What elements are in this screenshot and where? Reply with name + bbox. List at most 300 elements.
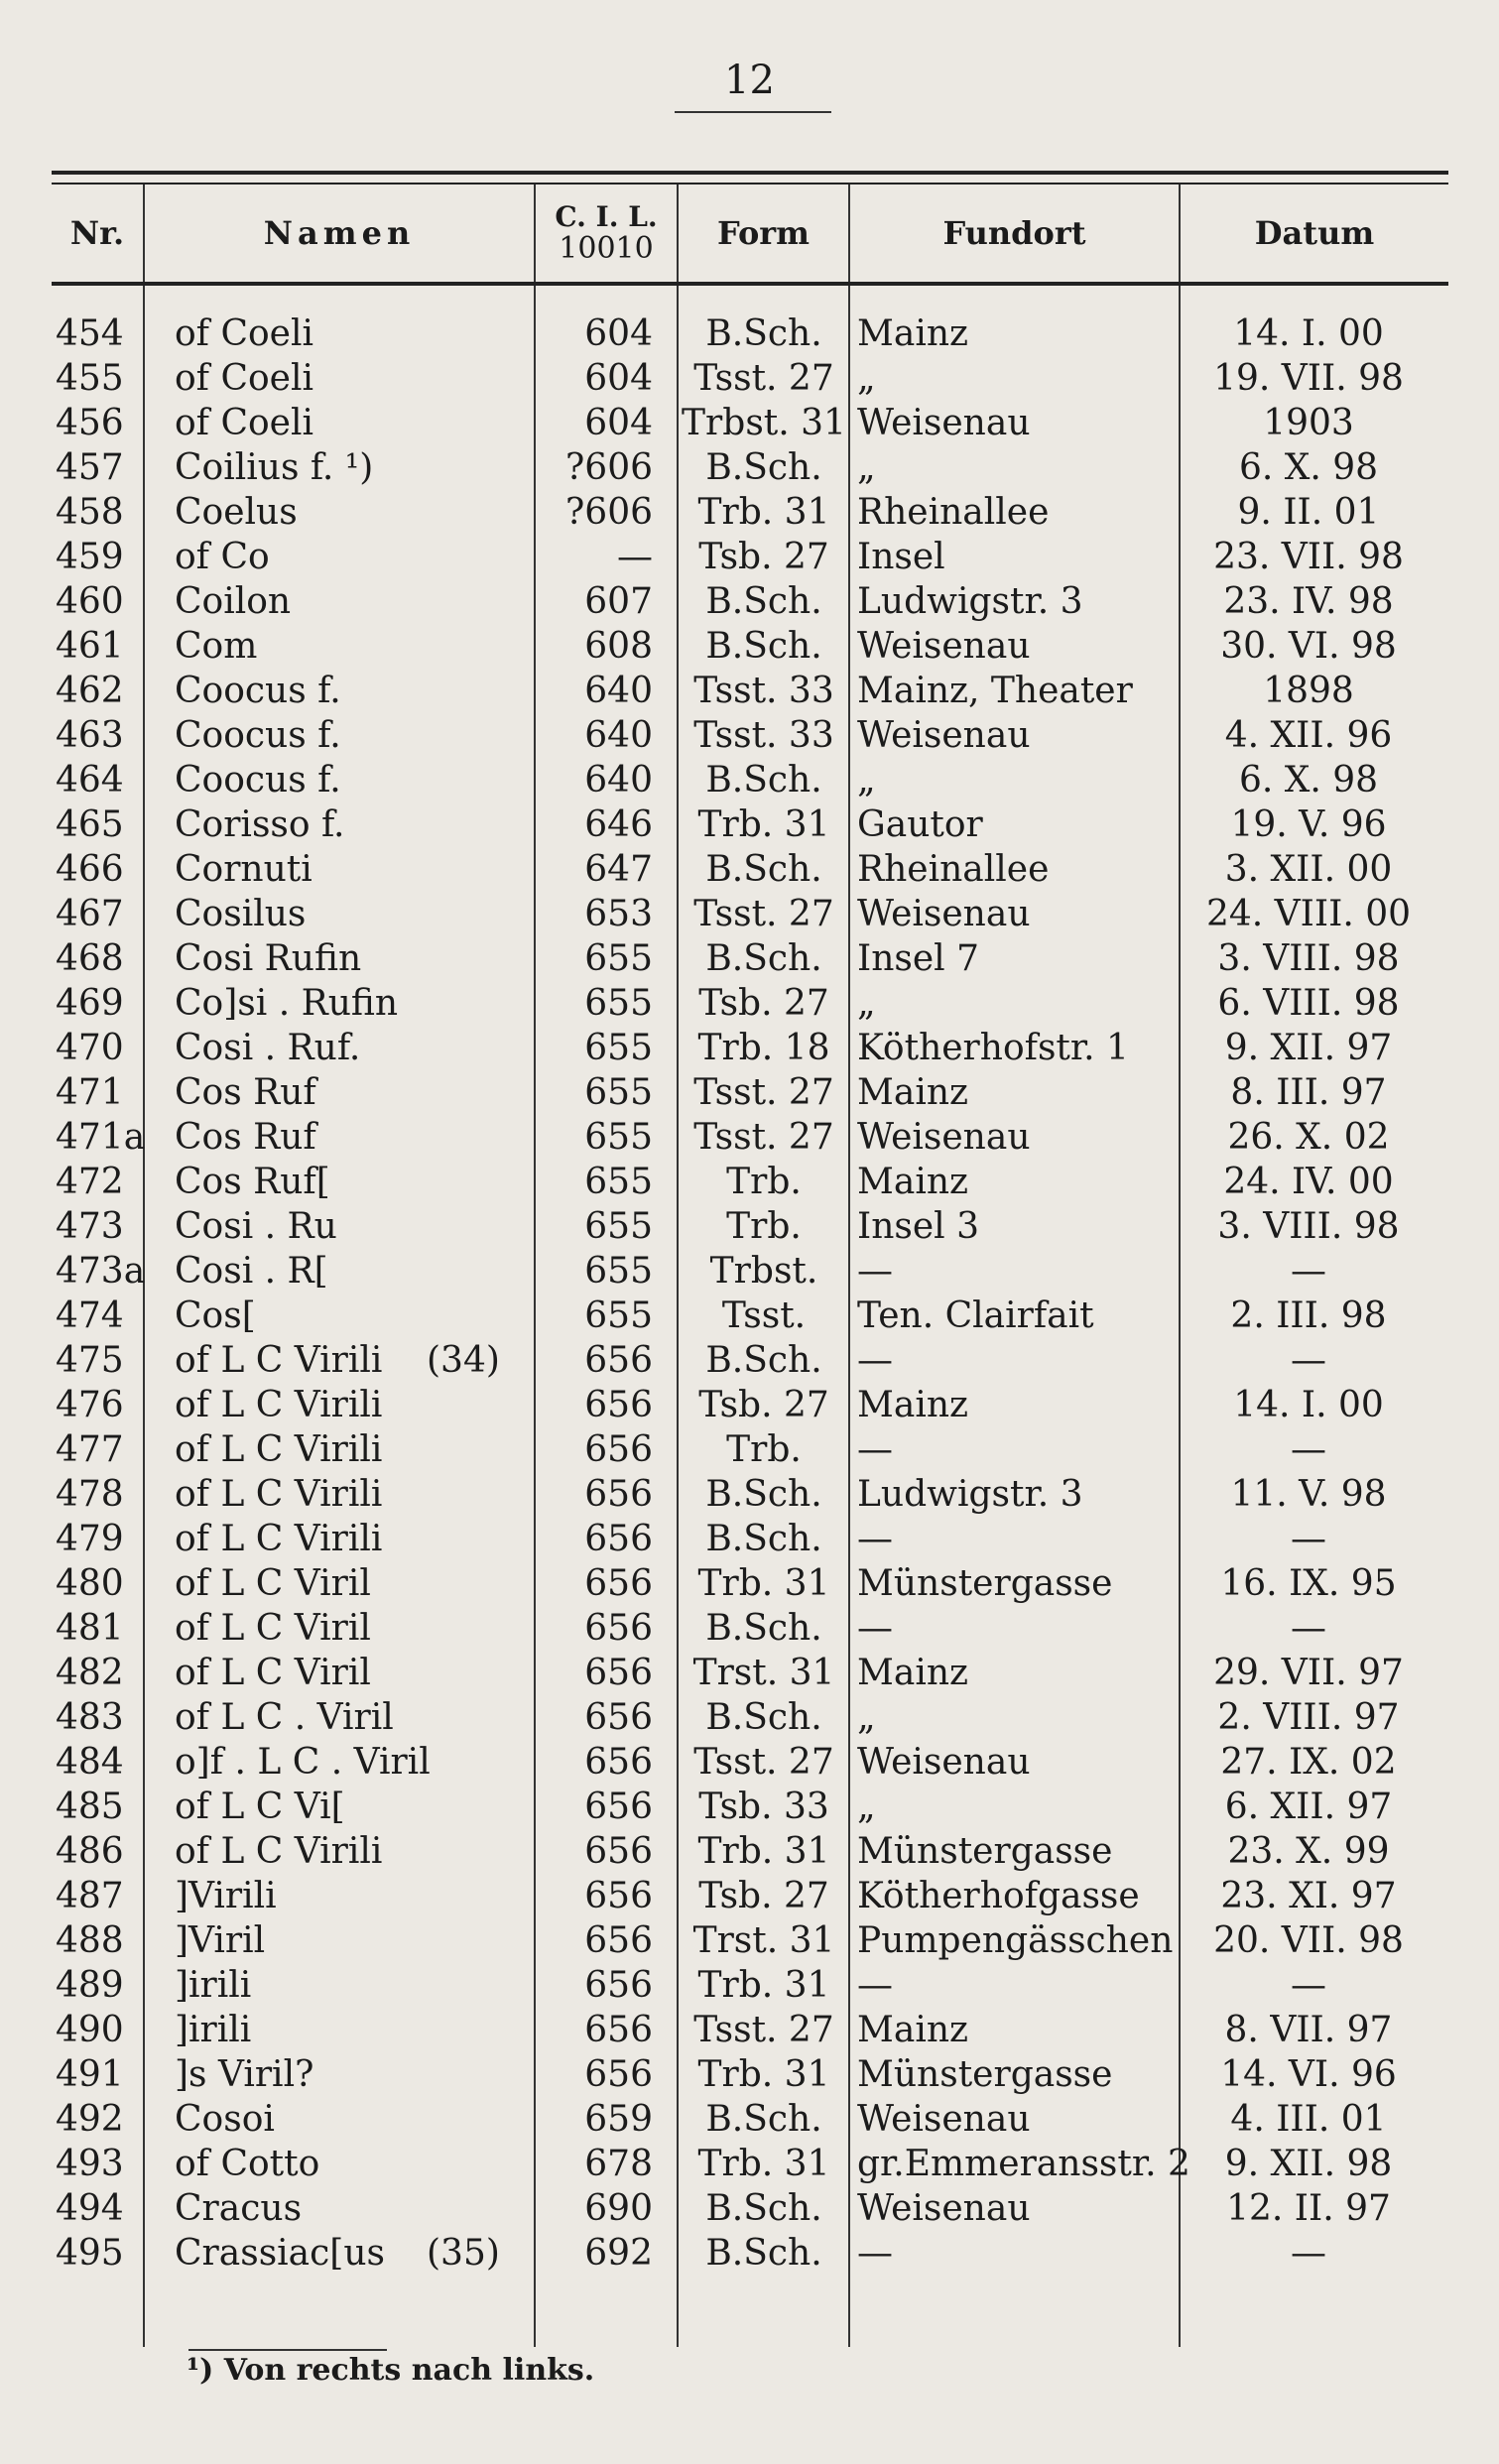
cell-form: Trb. 18 xyxy=(697,1028,830,1068)
cell-form: Trbst. xyxy=(709,1251,818,1292)
table-row xyxy=(0,1785,1499,1829)
cell-fundort: Ten. Clairfait xyxy=(857,1295,1094,1336)
cell-fundort: Weisenau xyxy=(857,2099,1031,2140)
cell-datum: 4. XII. 96 xyxy=(1224,715,1393,756)
cell-nr: 484 xyxy=(56,1742,124,1783)
cell-fundort: — xyxy=(857,1251,893,1292)
cell-name: of L C Virili xyxy=(175,1474,383,1515)
header-namen: Namen xyxy=(263,214,416,252)
cell-nr: 489 xyxy=(56,1965,124,2006)
cell-nr: 470 xyxy=(56,1028,124,1068)
cell-name: of L C Viril xyxy=(175,1608,371,1649)
cell-datum: 3. XII. 00 xyxy=(1224,849,1393,890)
cell-fundort: — xyxy=(857,2233,893,2274)
cell-cil: 656 xyxy=(584,1831,653,1872)
table-row xyxy=(0,1651,1499,1695)
cell-name: of L C Viril xyxy=(175,1563,371,1604)
cell-form: Tsb. 33 xyxy=(698,1786,829,1827)
table-row xyxy=(0,356,1499,401)
table-row xyxy=(0,1695,1499,1740)
cell-form: B.Sch. xyxy=(705,447,822,488)
page-number: 12 xyxy=(724,58,775,103)
cell-fundort: Insel 7 xyxy=(857,938,980,979)
footnote-rule xyxy=(188,2349,387,2351)
cell-datum: 3. VIII. 98 xyxy=(1217,1206,1400,1247)
cell-cil: 656 xyxy=(584,1340,653,1381)
table-row xyxy=(0,1874,1499,1918)
cell-fundort: Kötherhofgasse xyxy=(857,1876,1140,1916)
table-row xyxy=(0,758,1499,802)
cell-datum: 19. VII. 98 xyxy=(1213,358,1404,399)
cell-cil: 655 xyxy=(584,1162,653,1202)
cell-cil: 655 xyxy=(584,938,653,979)
header-rule xyxy=(52,282,1448,286)
cell-name: Coocus f. xyxy=(175,760,341,801)
cell-fundort: Münstergasse xyxy=(857,1831,1113,1872)
cell-datum: 23. XI. 97 xyxy=(1220,1876,1397,1916)
header-form: Form xyxy=(716,214,811,252)
cell-fundort: Kötherhofstr. 1 xyxy=(857,1028,1129,1068)
cell-form: Tsst. 27 xyxy=(693,1742,834,1783)
table-row xyxy=(0,981,1499,1026)
cell-nr: 486 xyxy=(56,1831,124,1872)
cell-fundort: Münstergasse xyxy=(857,1563,1113,1604)
table-row xyxy=(0,1160,1499,1204)
cell-cil: 659 xyxy=(584,2099,653,2140)
cell-fundort: Mainz, Theater xyxy=(857,671,1133,711)
cell-form: Trb. 31 xyxy=(697,1965,830,2006)
top-rule xyxy=(52,171,1448,175)
cell-form: Tsst. 27 xyxy=(693,1117,834,1158)
header-nr: Nr. xyxy=(69,214,125,252)
cell-name: Cosi . Ruf. xyxy=(175,1028,361,1068)
cell-datum: 6. VIII. 98 xyxy=(1217,983,1400,1024)
cell-datum: 9. XII. 98 xyxy=(1224,2144,1393,2184)
cell-cil: 655 xyxy=(584,983,653,1024)
cell-form: Tsst. xyxy=(721,1295,807,1336)
table-row xyxy=(0,1918,1499,1963)
table-row xyxy=(0,1472,1499,1517)
table-row xyxy=(0,1115,1499,1160)
cell-nr: 493 xyxy=(56,2144,124,2184)
cell-cil: 646 xyxy=(584,804,653,845)
cell-form: Trb. 31 xyxy=(697,804,830,845)
table-row xyxy=(0,401,1499,445)
cell-nr: 459 xyxy=(56,537,124,577)
table-row xyxy=(0,1294,1499,1338)
cell-fundort: Mainz xyxy=(857,1385,968,1425)
cell-form: B.Sch. xyxy=(705,1340,822,1381)
cell-datum: 9. XII. 97 xyxy=(1224,1028,1393,1068)
cell-fundort: gr.Emmeransstr. 2 xyxy=(857,2144,1190,2184)
cell-datum: 11. V. 98 xyxy=(1230,1474,1387,1515)
cell-nr: 464 xyxy=(56,760,124,801)
cell-form: Trb. 31 xyxy=(697,2144,830,2184)
cell-nr: 458 xyxy=(56,492,124,533)
cell-cil: 604 xyxy=(584,403,653,443)
cell-form: B.Sch. xyxy=(705,626,822,667)
cell-name: Cosi . Ru xyxy=(175,1206,337,1247)
cell-cil: 656 xyxy=(584,2010,653,2050)
cell-fundort: — xyxy=(857,1965,893,2006)
cell-cil: 656 xyxy=(584,1965,653,2006)
cell-cil: 692 xyxy=(584,2233,653,2274)
cell-cil: 640 xyxy=(584,715,653,756)
table-row xyxy=(0,1561,1499,1606)
table-row xyxy=(0,490,1499,535)
cell-fundort: Mainz xyxy=(857,2010,968,2050)
cell-cil: 655 xyxy=(584,1117,653,1158)
cell-nr: 472 xyxy=(56,1162,124,1202)
cell-fundort: Weisenau xyxy=(857,894,1031,934)
cell-fundort: Mainz xyxy=(857,1072,968,1113)
table-row xyxy=(0,2186,1499,2231)
top-rule-thin xyxy=(52,183,1448,185)
cell-fundort: Weisenau xyxy=(857,1117,1031,1158)
cell-nr: 480 xyxy=(56,1563,124,1604)
cell-datum: 24. VIII. 00 xyxy=(1205,894,1412,934)
header-cil-number: 10010 xyxy=(559,231,654,266)
table-row xyxy=(0,579,1499,624)
table-row xyxy=(0,1829,1499,1874)
cell-datum: 8. VII. 97 xyxy=(1224,2010,1393,2050)
footnote xyxy=(187,2353,594,2388)
cell-cil: 655 xyxy=(584,1251,653,1292)
cell-datum: — xyxy=(1291,1519,1326,1559)
cell-name: of L C Virili xyxy=(175,1831,383,1872)
cell-cil: ?606 xyxy=(564,447,653,488)
cell-cil: 655 xyxy=(584,1206,653,1247)
cell-name: Com xyxy=(175,626,258,667)
table-row xyxy=(0,669,1499,713)
footnote-marker: ¹) xyxy=(187,2353,214,2388)
table-row xyxy=(0,1070,1499,1115)
cell-form: Trb. xyxy=(726,1162,802,1202)
cell-form: Trbst. 31 xyxy=(682,403,846,443)
cell-cil: 656 xyxy=(584,1519,653,1559)
cell-cil: 640 xyxy=(584,760,653,801)
cell-form: B.Sch. xyxy=(705,1474,822,1515)
cell-datum: 4. III. 01 xyxy=(1230,2099,1387,2140)
cell-name: Coilon xyxy=(175,581,292,622)
cell-nr: 465 xyxy=(56,804,124,845)
cell-form: Trb. 31 xyxy=(697,1831,830,1872)
cell-fundort: Insel 3 xyxy=(857,1206,980,1247)
cell-form: Trst. 31 xyxy=(692,1920,835,1961)
cell-datum: 3. VIII. 98 xyxy=(1217,938,1400,979)
cell-form: Trb. xyxy=(726,1206,802,1247)
cell-fundort: — xyxy=(857,1519,893,1559)
cell-cil: 656 xyxy=(584,1385,653,1425)
cell-fundort: Mainz xyxy=(857,1162,968,1202)
cell-fundort: Weisenau xyxy=(857,403,1031,443)
cell-form: Trst. 31 xyxy=(692,1653,835,1693)
cell-form: Tsst. 27 xyxy=(693,1072,834,1113)
cell-cil: 656 xyxy=(584,1920,653,1961)
cell-cil: — xyxy=(617,537,653,577)
cell-nr: 491 xyxy=(56,2054,124,2095)
cell-datum: 30. VI. 98 xyxy=(1220,626,1397,667)
cell-fundort: Pumpengässchen xyxy=(857,1920,1174,1961)
cell-fundort: „ xyxy=(857,447,876,488)
cell-fundort: Rheinallee xyxy=(857,492,1050,533)
cell-form: B.Sch. xyxy=(705,2233,822,2274)
cell-name: of Coeli xyxy=(175,403,313,443)
cell-nr: 473a xyxy=(56,1251,146,1292)
cell-datum: 6. XII. 97 xyxy=(1224,1786,1393,1827)
table-row xyxy=(0,624,1499,669)
cell-nr: 477 xyxy=(56,1429,124,1470)
cell-form: B.Sch. xyxy=(705,938,822,979)
cell-nr: 471a xyxy=(56,1117,146,1158)
table-row xyxy=(0,802,1499,847)
cell-cil: ?606 xyxy=(564,492,653,533)
cell-note: (35) xyxy=(427,2233,500,2274)
cell-fundort: Gautor xyxy=(857,804,983,845)
table-row xyxy=(0,1963,1499,2008)
cell-nr: 473 xyxy=(56,1206,124,1247)
cell-cil: 656 xyxy=(584,1429,653,1470)
cell-form: Tsst. 27 xyxy=(693,894,834,934)
cell-cil: 656 xyxy=(584,1653,653,1693)
cell-datum: — xyxy=(1291,1429,1326,1470)
table-row xyxy=(0,936,1499,981)
cell-form: B.Sch. xyxy=(705,2188,822,2229)
cell-datum: 23. X. 99 xyxy=(1227,1831,1390,1872)
cell-name: ]irili xyxy=(175,2010,252,2050)
cell-datum: 9. II. 01 xyxy=(1237,492,1380,533)
table-row xyxy=(0,892,1499,936)
header-datum: Datum xyxy=(1254,214,1375,252)
cell-cil: 678 xyxy=(584,2144,653,2184)
cell-nr: 457 xyxy=(56,447,124,488)
cell-fundort: Mainz xyxy=(857,313,968,354)
cell-nr: 454 xyxy=(56,313,124,354)
cell-name: Co]si . Rufin xyxy=(175,983,399,1024)
cell-name: of L C Viril xyxy=(175,1653,371,1693)
cell-nr: 482 xyxy=(56,1653,124,1693)
cell-datum: 1898 xyxy=(1263,671,1354,711)
cell-fundort: Weisenau xyxy=(857,715,1031,756)
header-cil-label: C. I. L. xyxy=(555,200,658,233)
cell-cil: 656 xyxy=(584,1474,653,1515)
cell-nr: 490 xyxy=(56,2010,124,2050)
cell-form: Tsst. 27 xyxy=(693,2010,834,2050)
cell-nr: 455 xyxy=(56,358,124,399)
cell-nr: 463 xyxy=(56,715,124,756)
cell-nr: 476 xyxy=(56,1385,124,1425)
cell-datum: — xyxy=(1291,1608,1326,1649)
cell-datum: 14. I. 00 xyxy=(1233,1385,1384,1425)
cell-nr: 478 xyxy=(56,1474,124,1515)
cell-fundort: Weisenau xyxy=(857,1742,1031,1783)
cell-form: B.Sch. xyxy=(705,1697,822,1738)
cell-datum: 8. III. 97 xyxy=(1230,1072,1387,1113)
cell-fundort: Ludwigstr. 3 xyxy=(857,581,1083,622)
cell-nr: 467 xyxy=(56,894,124,934)
cell-nr: 492 xyxy=(56,2099,124,2140)
cell-name: ]irili xyxy=(175,1965,252,2006)
cell-form: B.Sch. xyxy=(705,849,822,890)
cell-form: Trb. 31 xyxy=(697,492,830,533)
header-fundort: Fundort xyxy=(942,214,1086,252)
cell-name: of L C Virili xyxy=(175,1429,383,1470)
table-row xyxy=(0,2142,1499,2186)
cell-form: Trb. 31 xyxy=(697,1563,830,1604)
cell-form: Trb. 31 xyxy=(697,2054,830,2095)
cell-form: Tsst. 33 xyxy=(693,715,834,756)
table-row xyxy=(0,1740,1499,1785)
cell-form: Tsst. 33 xyxy=(693,671,834,711)
table-row xyxy=(0,1427,1499,1472)
cell-nr: 468 xyxy=(56,938,124,979)
cell-cil: 656 xyxy=(584,1608,653,1649)
cell-name: of Coeli xyxy=(175,313,313,354)
page-number-rule xyxy=(675,111,831,113)
cell-cil: 656 xyxy=(584,1742,653,1783)
cell-name: Cos Ruf xyxy=(175,1072,316,1113)
cell-name: of L C Virili xyxy=(175,1519,383,1559)
cell-cil: 607 xyxy=(584,581,653,622)
cell-name: Cos[ xyxy=(175,1295,256,1336)
cell-nr: 462 xyxy=(56,671,124,711)
cell-form: B.Sch. xyxy=(705,760,822,801)
cell-datum: — xyxy=(1291,1965,1326,2006)
cell-fundort: Insel xyxy=(857,537,945,577)
cell-form: Tsb. 27 xyxy=(698,537,829,577)
cell-name: Cornuti xyxy=(175,849,312,890)
cell-form: Tsb. 27 xyxy=(698,983,829,1024)
cell-cil: 655 xyxy=(584,1072,653,1113)
table-row xyxy=(0,2231,1499,2276)
cell-name: Corisso f. xyxy=(175,804,345,845)
cell-datum: — xyxy=(1291,2233,1326,2274)
cell-datum: 16. IX. 95 xyxy=(1220,1563,1397,1604)
cell-name: Coocus f. xyxy=(175,671,341,711)
table-row xyxy=(0,2097,1499,2142)
cell-nr: 466 xyxy=(56,849,124,890)
footnote-text: Von rechts nach links. xyxy=(223,2353,595,2388)
cell-fundort: Ludwigstr. 3 xyxy=(857,1474,1083,1515)
cell-cil: 690 xyxy=(584,2188,653,2229)
cell-datum: 26. X. 02 xyxy=(1227,1117,1390,1158)
table-row xyxy=(0,535,1499,579)
cell-name: Coelus xyxy=(175,492,298,533)
cell-name: o]f . L C . Viril xyxy=(175,1742,431,1783)
cell-datum: 29. VII. 97 xyxy=(1213,1653,1404,1693)
cell-datum: 2. VIII. 97 xyxy=(1217,1697,1400,1738)
table-row xyxy=(0,1204,1499,1249)
cell-nr: 488 xyxy=(56,1920,124,1961)
table-body xyxy=(0,311,1499,2276)
cell-cil: 647 xyxy=(584,849,653,890)
cell-nr: 471 xyxy=(56,1072,124,1113)
cell-nr: 460 xyxy=(56,581,124,622)
cell-nr: 461 xyxy=(56,626,124,667)
table-row xyxy=(0,1026,1499,1070)
cell-nr: 469 xyxy=(56,983,124,1024)
cell-nr: 474 xyxy=(56,1295,124,1336)
cell-name: Cos Ruf[ xyxy=(175,1162,330,1202)
table-row xyxy=(0,2052,1499,2097)
cell-fundort: Weisenau xyxy=(857,2188,1031,2229)
cell-form: B.Sch. xyxy=(705,581,822,622)
cell-form: Tsst. 27 xyxy=(693,358,834,399)
cell-datum: 6. X. 98 xyxy=(1238,447,1379,488)
cell-nr: 485 xyxy=(56,1786,124,1827)
cell-name: of L C Virili xyxy=(175,1340,383,1381)
cell-form: B.Sch. xyxy=(705,1608,822,1649)
cell-form: Tsb. 27 xyxy=(698,1385,829,1425)
cell-name: Crassiac[us xyxy=(175,2233,386,2274)
cell-datum: 20. VII. 98 xyxy=(1213,1920,1404,1961)
cell-cil: 656 xyxy=(584,1563,653,1604)
cell-datum: 2. III. 98 xyxy=(1230,1295,1387,1336)
cell-cil: 608 xyxy=(584,626,653,667)
cell-name: Cos Ruf xyxy=(175,1117,316,1158)
cell-name: of Co xyxy=(175,537,270,577)
cell-name: ]s Viril? xyxy=(175,2054,314,2095)
cell-fundort: „ xyxy=(857,983,876,1024)
cell-cil: 653 xyxy=(584,894,653,934)
cell-datum: 24. IV. 00 xyxy=(1223,1162,1394,1202)
cell-name: Coocus f. xyxy=(175,715,341,756)
cell-fundort: Rheinallee xyxy=(857,849,1050,890)
cell-fundort: — xyxy=(857,1340,893,1381)
cell-fundort: „ xyxy=(857,760,876,801)
cell-datum: 23. VII. 98 xyxy=(1213,537,1404,577)
table-row xyxy=(0,1249,1499,1294)
cell-form: B.Sch. xyxy=(705,1519,822,1559)
cell-nr: 495 xyxy=(56,2233,124,2274)
cell-datum: 1903 xyxy=(1263,403,1354,443)
cell-name: of Coeli xyxy=(175,358,313,399)
cell-name: Coilius f. ¹) xyxy=(175,447,374,488)
cell-fundort: „ xyxy=(857,1786,876,1827)
table-row xyxy=(0,311,1499,356)
cell-name: of L C Virili xyxy=(175,1385,383,1425)
cell-fundort: Mainz xyxy=(857,1653,968,1693)
cell-datum: 14. VI. 96 xyxy=(1220,2054,1397,2095)
cell-fundort: „ xyxy=(857,358,876,399)
cell-fundort: Münstergasse xyxy=(857,2054,1113,2095)
cell-form: Trb. xyxy=(726,1429,802,1470)
cell-name: of L C . Viril xyxy=(175,1697,394,1738)
cell-cil: 655 xyxy=(584,1028,653,1068)
cell-form: B.Sch. xyxy=(705,313,822,354)
table-row xyxy=(0,847,1499,892)
cell-cil: 656 xyxy=(584,1786,653,1827)
cell-form: Tsb. 27 xyxy=(698,1876,829,1916)
cell-cil: 640 xyxy=(584,671,653,711)
cell-name: ]Viril xyxy=(175,1920,266,1961)
cell-nr: 494 xyxy=(56,2188,124,2229)
table-row xyxy=(0,1517,1499,1561)
cell-datum: 12. II. 97 xyxy=(1226,2188,1391,2229)
cell-name: of Cotto xyxy=(175,2144,320,2184)
table-row xyxy=(0,445,1499,490)
cell-datum: — xyxy=(1291,1251,1326,1292)
cell-cil: 656 xyxy=(584,1876,653,1916)
cell-fundort: — xyxy=(857,1608,893,1649)
cell-datum: 27. IX. 02 xyxy=(1220,1742,1397,1783)
cell-cil: 656 xyxy=(584,1697,653,1738)
cell-datum: 14. I. 00 xyxy=(1233,313,1384,354)
cell-datum: 23. IV. 98 xyxy=(1223,581,1394,622)
table-row xyxy=(0,1606,1499,1651)
cell-name: of L C Vi[ xyxy=(175,1786,345,1827)
cell-cil: 604 xyxy=(584,313,653,354)
